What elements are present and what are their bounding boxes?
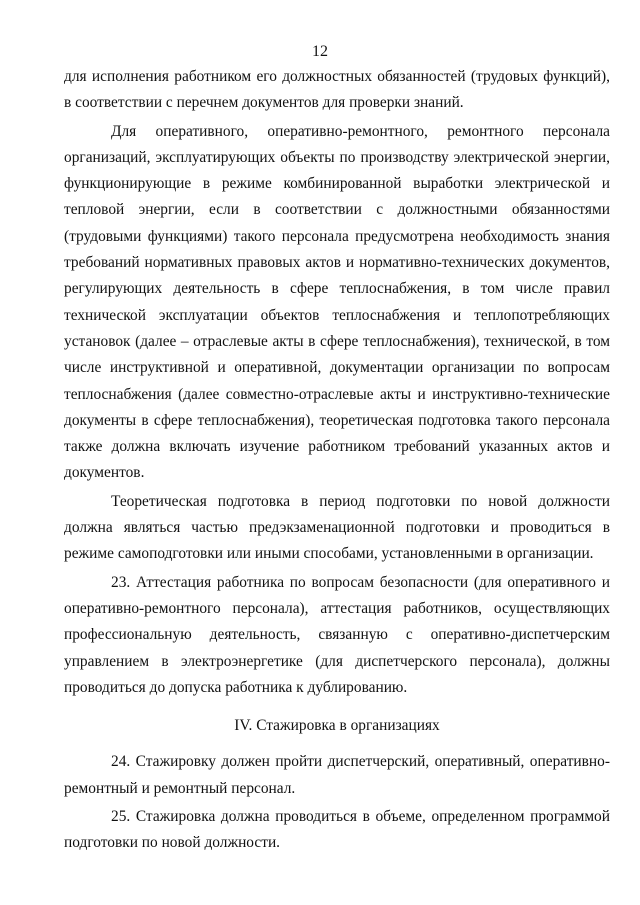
section-heading-iv: IV. Стажировка в организациях	[234, 717, 440, 735]
paragraph-23-attestation: 23. Аттестация работника по вопросам безопасности (для оперативного и оперативно-ремонтного персонала), аттестация работников, осуществляющих профессиональную деятельность, связанную с оперативно-диспетчерским управлением в электроэнергетике (для диспетчерского персонала), должны проводиться до допуска работника к дублированию.	[64, 573, 610, 696]
paragraph-cogeneration-personnel: Для оперативного, оперативно-ремонтного, ремонтного персонала организаций, эксплуатирующих объекты по производству электрической энергии, функционирующие в режиме комбинированной выработки электрической и тепловой энергии, если в соответствии с должностными обязанностями (трудовыми функциями) такого персонала предусмотрена необходимость знания требований нормативных правовых актов и нормативно-технических документов, регулирующих деятельность в сфере теплоснабжения, в том числе правил технической эксплуатации объектов теплоснабжения и теплопотребляющих установок (далее – отраслевые акты в сфере теплоснабжения), технической, в том числе инструктивной и оперативной, документации организации по вопросам теплоснабжения (далее совместно-отраслевые акты и инструктивно-технические документы в сфере теплоснабжения), теоретическая подготовка такого персонала также должна включать изучение работником требований указанных актов и документов.	[64, 122, 610, 482]
paragraph-24-internship: 24. Стажировку должен пройти диспетчерский, оперативный, оперативно-ремонтный и ремонтный персонал.	[64, 753, 610, 797]
paragraph-continuation: для исполнения работником его должностных обязанностей (трудовых функций), в соответствии с перечнем документов для проверки знаний.	[64, 68, 610, 112]
paragraph-theoretical-preparation: Теоретическая подготовка в период подготовки по новой должности должна являться частью предэкзаменационной подготовки и проводиться в режиме самоподготовки или иными способами, установленными в организации.	[64, 492, 610, 563]
paragraph-25-internship-scope: 25. Стажировка должна проводиться в объеме, определенном программой подготовки по новой должности.	[64, 808, 610, 852]
page-number: 12	[312, 43, 328, 60]
document-body	[64, 64, 610, 857]
